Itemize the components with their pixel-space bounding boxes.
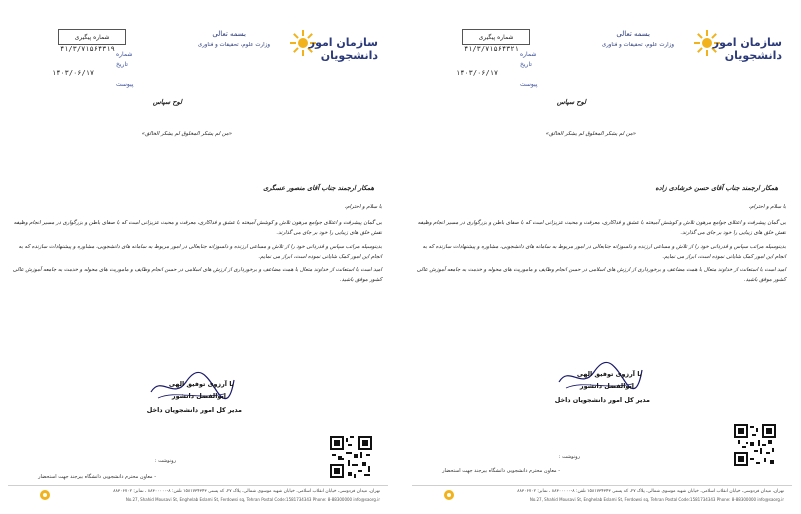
closing-text: با آرزوی توفیق الهی: [576, 370, 642, 378]
signer-name: ابوالفضل دانشور: [579, 382, 634, 390]
paragraph-3: امید است با استعانت از خداوند متعال با همت مضاعف و برخورداری از ارزش های اسلامی در حسن انجام وظایف و ماموریت های محوله و خدمت به جامعه آموزش عالی کشور موفق باشید.: [12, 267, 382, 284]
number-label: شماره: [116, 51, 133, 58]
date-label: تاریخ: [116, 61, 128, 68]
paragraph-3: امید است با استعانت از خداوند متعال با همت مضاعف و برخورداری از ارزش های اسلامی در حسن انجام وظایف و ماموریت های محوله و خدمت به جامعه آموزش عالی کشور موفق باشید.: [416, 267, 786, 284]
greeting: با سلام و احترام،: [748, 204, 786, 211]
letter-body: [12, 98, 382, 286]
number-value: ۴۱/۳/۷۱۵۶۴۳۲۱: [464, 45, 519, 53]
letter-footer: [8, 485, 388, 508]
cc-line: - معاون محترم دانشجویی دانشگاه بیرجند جهت استحضار: [38, 474, 156, 480]
footer-address-fa: تهران، میدان فردوسی، خیابان انقلاب اسلامی، خیابان شهید موسوی شمالی، پلاک ۲۷، کد پستی ۱۵۸۱۷۳۴۳۴۳ تلفن: ۸-۸۸۳۰۰۰۰۰ ، نمابر: ۸۸۳۰۶۷۰۲: [517, 489, 784, 494]
bismillah: بسمه تعالی: [212, 30, 246, 38]
letter-meta: [456, 24, 548, 94]
paragraph-2: بدینوسیله مراتب سپاس و قدردانی خود را از تلاش و مساعی ارزنده و دلسوزانه جنابعالی در امور مربوط به سامانه های دانشجویی، مشاوره و پیشنهادات سازنده که به انجام این امور کمک شایانی نموده است، ابراز می نمایم.: [422, 243, 786, 260]
ministry-name: وزارت علوم، تحقیقات و فناوری: [601, 42, 674, 48]
greeting: با سلام و احترام،: [344, 204, 382, 211]
tracking-stamp: شماره پیگیری: [58, 29, 126, 45]
footer-address-en: No.27, Shahid Mousavi St, Enghelab Eslami St, Ferdowsi sq, Tehran Postal Code:1581734343 Phone: 8-88300000 info@saorg.ir: [529, 497, 784, 502]
cc-label: رونوشت :: [154, 458, 176, 464]
number-value: ۴۱/۳/۷۱۵۶۴۳۱۹: [60, 45, 115, 53]
date-value: ۱۴۰۳/۰۶/۱۷: [456, 69, 499, 77]
ministry-name: وزارت علوم، تحقیقات و فناوری: [197, 42, 270, 48]
signer-title: مدیر کل امور دانشجویان داخل: [146, 406, 242, 414]
addressee: همکار ارجمند جناب آقای حسن خرشادی زاده: [655, 183, 778, 192]
letter-title: لوح سپاس: [152, 98, 182, 106]
logo-line2: دانشجویان: [320, 49, 378, 62]
footer-sun-icon: [442, 488, 456, 502]
org-logo: [288, 28, 378, 74]
number-label: شماره: [520, 51, 537, 58]
attachment-label: پیوست: [520, 81, 538, 88]
bismillah: بسمه تعالی: [616, 30, 650, 38]
footer-address-en: No.27, Shahid Mousavi St, Enghelab Eslami St, Ferdowsi sq, Tehran Postal Code:1581734343 Phone: 8-88300000 info@saorg.ir: [125, 497, 380, 502]
letter-body: [416, 98, 786, 286]
addressee: همکار ارجمند جناب آقای منصور عسگری: [263, 183, 374, 192]
qr-code-icon: [734, 424, 776, 466]
signer-name: ابوالفضل دانشور: [171, 392, 226, 400]
closing-text: با آرزوی توفیق الهی: [168, 380, 234, 388]
qr-code-icon: [330, 436, 372, 478]
paragraph-2: بدینوسیله مراتب سپاس و قدردانی خود را از تلاش و مساعی ارزنده و دلسوزانه جنابعالی در امور مربوط به سامانه های دانشجویی، مشاوره و پیشنهادات سازنده که به انجام این امور کمک شایانی نموده است، ابراز می نمایم.: [18, 243, 382, 260]
attachment-label: پیوست: [116, 81, 134, 88]
letter-left: [0, 0, 396, 514]
paragraph-1: بی گمان پیشرفت و اعتلای جوامع مرهون تلاش و کوشش آمیخته با عشق و فداکاری، معرفت و محبت عزیزانی است که با صفای باطن و بزرگواری در مسیر انجام وظیفه نقش خلق های زیبایی را خود بر جای می گذارند.: [417, 220, 786, 236]
logo-line1: سازمان امور: [712, 36, 782, 49]
logo-line2: دانشجویان: [724, 49, 782, 62]
paragraph-1: بی گمان پیشرفت و اعتلای جوامع مرهون تلاش و کوشش آمیخته با عشق و فداکاری، معرفت و محبت عزیزانی است که با صفای باطن و بزرگواری در مسیر انجام وظیفه نقش خلق های زیبایی را خود بر جای می گذارند.: [13, 220, 382, 236]
logo-line1: سازمان امور: [308, 36, 378, 49]
letter-right: [404, 0, 800, 514]
footer-address-fa: تهران، میدان فردوسی، خیابان انقلاب اسلامی، خیابان شهید موسوی شمالی، پلاک ۲۷، کد پستی ۱۵۸۱۷۳۴۳۴۳ تلفن: ۸-۸۸۳۰۰۰۰۰ ، نمابر: ۸۸۳۰۶۷۰۲: [113, 489, 380, 494]
date-value: ۱۴۰۳/۰۶/۱۷: [52, 69, 95, 77]
footer-sun-icon: [38, 488, 52, 502]
letter-quote: «من لم یشکر المخلوق لم یشکر الخالق»: [545, 130, 636, 137]
tracking-stamp: شماره پیگیری: [462, 29, 530, 45]
signer-title: مدیر کل امور دانشجویان داخل: [554, 396, 650, 404]
letter-footer: [412, 485, 792, 508]
cc-line: - معاون محترم دانشجویی دانشگاه بیرجند جهت استحضار: [442, 468, 560, 474]
date-label: تاریخ: [520, 61, 532, 68]
letter-title: لوح سپاس: [556, 98, 586, 106]
org-logo: [692, 28, 782, 74]
letter-meta: [52, 24, 144, 94]
cc-label: رونوشت :: [558, 454, 580, 460]
letter-quote: «من لم یشکر المخلوق لم یشکر الخالق»: [141, 130, 232, 137]
